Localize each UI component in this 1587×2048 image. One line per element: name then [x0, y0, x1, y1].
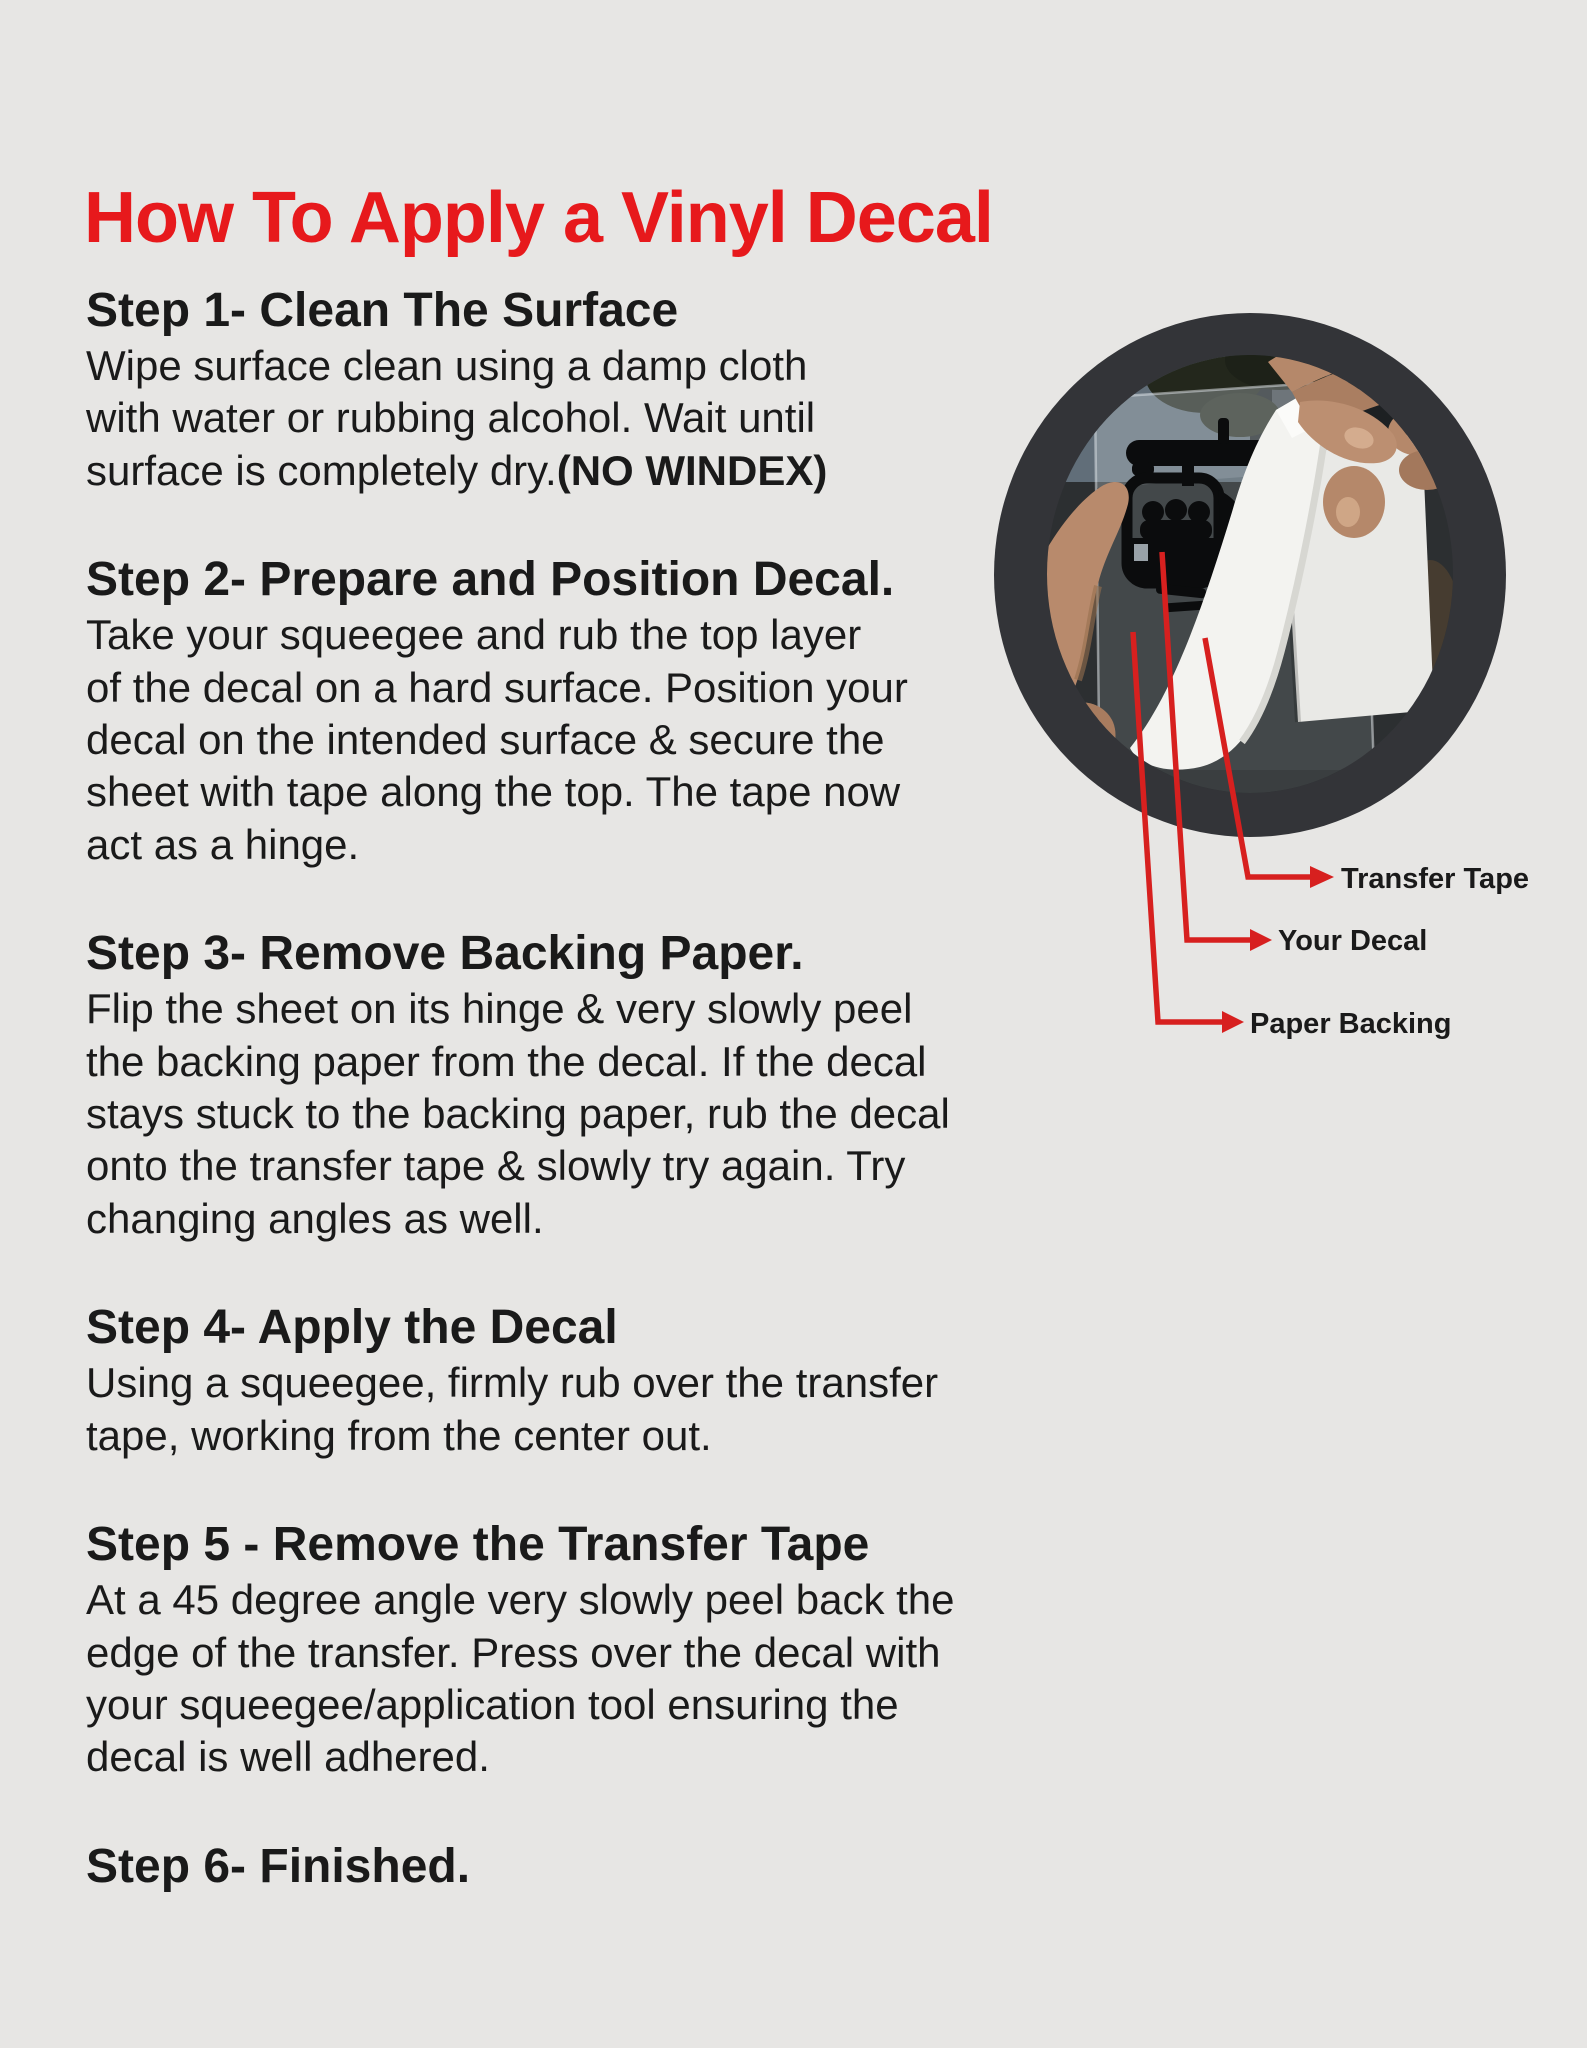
- step-body-line: [86, 1731, 1236, 1783]
- step-body-text: onto the transfer tape & slowly try again. Try: [86, 1142, 906, 1190]
- step-body-text: stays stuck to the backing paper, rub the decal: [86, 1090, 950, 1138]
- step-body-text: Flip the sheet on its hinge & very slowly peel: [86, 985, 913, 1033]
- step-body-text: sheet with tape along the top. The tape now: [86, 768, 901, 816]
- step-body-text: with water or rubbing alcohol. Wait until: [86, 394, 816, 442]
- callout-label-transfer-tape: Transfer Tape: [1341, 863, 1530, 895]
- step-body-text: surface is completely dry.: [86, 446, 557, 494]
- instruction-figure: [950, 250, 1587, 1100]
- step-body-text: changing angles as well.: [86, 1194, 544, 1242]
- step-body-line: [86, 1627, 1236, 1679]
- step-body-text: of the decal on a hard surface. Position your: [86, 663, 908, 711]
- step-heading: Step 5 - Remove the Transfer Tape: [86, 1518, 870, 1572]
- step-block: [86, 1298, 1236, 1462]
- step-heading: Step 6- Finished.: [86, 1839, 471, 1893]
- step-block: [86, 1515, 1236, 1784]
- callout-label-your-decal: Your Decal: [1278, 925, 1428, 957]
- step-body-text: Wipe surface clean using a damp cloth: [86, 342, 808, 389]
- step-body-text: act as a hinge.: [86, 820, 360, 868]
- step-heading: Step 2- Prepare and Position Decal.: [86, 553, 895, 607]
- step-body-text: edge of the transfer. Press over the decal with: [86, 1628, 941, 1676]
- page-title: How To Apply a Vinyl Decal: [84, 178, 993, 259]
- step-body-text: tape, working from the center out.: [86, 1411, 712, 1459]
- step-body-bold-text: (NO WINDEX): [556, 446, 828, 494]
- step-body-line: [86, 1410, 1236, 1462]
- step-heading: Step 1- Clean The Surface: [86, 284, 679, 337]
- step-body-text: At a 45 degree angle very slowly peel back the: [86, 1576, 955, 1624]
- step-body-text: decal is well adhered.: [86, 1733, 490, 1781]
- step-body-line: [86, 1679, 1236, 1731]
- step-body: [86, 1574, 1236, 1784]
- step-body-text: your squeegee/application tool ensuring the: [86, 1680, 899, 1728]
- step-body: [86, 1357, 1236, 1462]
- step-heading: Step 4- Apply the Decal: [86, 1301, 618, 1355]
- arrow-right-icon: [1250, 929, 1272, 951]
- arrow-right-icon: [1222, 1011, 1244, 1033]
- step-body-text: Using a squeegee, firmly rub over the transfer: [86, 1359, 939, 1407]
- step-body-text: Take your squeegee and rub the top layer: [86, 611, 862, 659]
- step-body-line: [86, 1574, 1236, 1626]
- step-body-text: the backing paper from the decal. If the decal: [86, 1037, 927, 1085]
- arrow-right-icon: [1310, 866, 1334, 888]
- step-heading: Step 3- Remove Backing Paper.: [86, 927, 804, 981]
- step-body-line: [86, 1140, 1236, 1192]
- step-body-line: [86, 1193, 1236, 1245]
- step-block: [86, 1837, 1236, 1896]
- step-body-line: [86, 1357, 1236, 1409]
- callout-label-paper-backing: Paper Backing: [1250, 1008, 1452, 1040]
- step-body-text: decal on the intended surface & secure the: [86, 716, 885, 764]
